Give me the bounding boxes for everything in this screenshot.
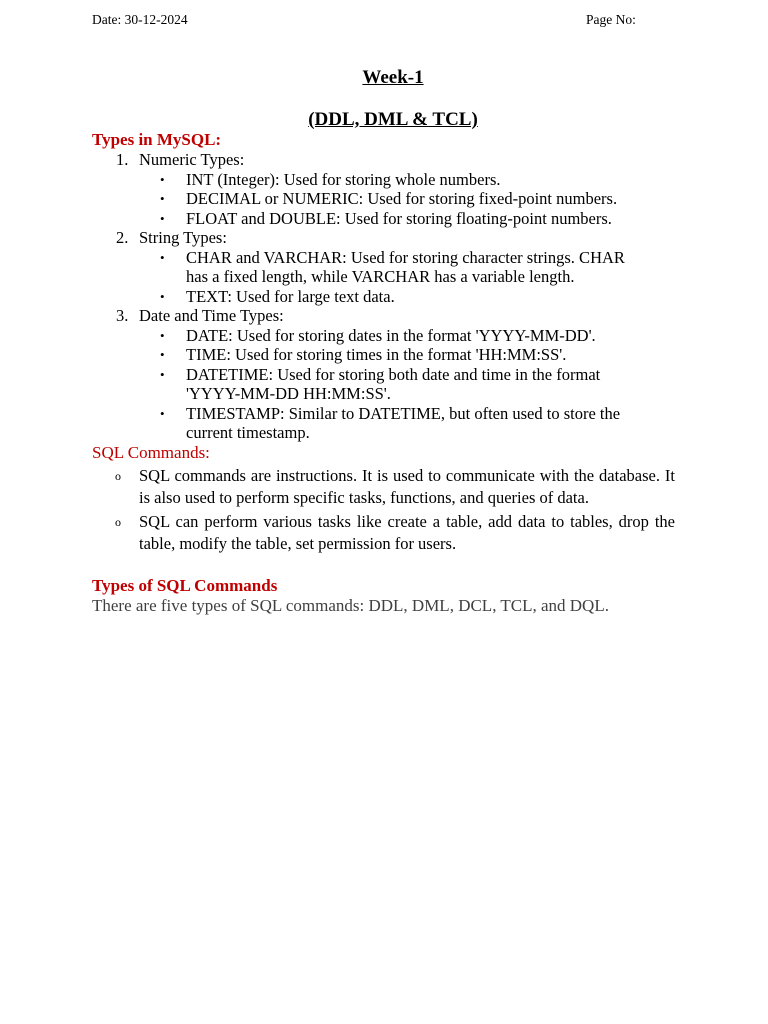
list-item-text: DATETIME: Used for storing both date and time in the format 'YYYY-MM-DD HH:MM:SS'. bbox=[186, 364, 601, 403]
list-item-date-time-types bbox=[92, 306, 675, 443]
list-item-text: INT (Integer): Used for storing whole numbers. bbox=[186, 169, 501, 189]
list-item-string-types bbox=[92, 228, 675, 306]
date-time-types-sublist bbox=[139, 326, 675, 443]
list-item bbox=[139, 365, 651, 404]
types-of-sql-commands-text: There are five types of SQL commands: DDL, DML, DCL, TCL, and DQL. bbox=[92, 595, 609, 615]
list-item-text: SQL commands are instructions. It is used to communicate with the database. It is also used to perform specific tasks, functions, and queries of data. bbox=[139, 465, 675, 507]
string-types-sublist bbox=[139, 248, 675, 307]
list-item-text: SQL can perform various tasks like create a table, add data to tables, drop the table, modify the table, set permission for users. bbox=[139, 511, 675, 553]
title-week: Week-1 bbox=[362, 67, 424, 88]
list-number: 1. bbox=[116, 150, 129, 169]
list-item bbox=[139, 170, 651, 190]
bullet-dot-icon: • bbox=[160, 327, 165, 343]
list-item bbox=[139, 287, 651, 307]
group-label: Date and Time Types: bbox=[139, 306, 284, 325]
list-number: 2. bbox=[116, 228, 129, 247]
list-item bbox=[139, 345, 651, 365]
list-item-text: FLOAT and DOUBLE: Used for storing floating-point numbers. bbox=[186, 208, 612, 228]
document-body bbox=[92, 130, 675, 616]
list-item-text: CHAR and VARCHAR: Used for storing character strings. CHAR has a fixed length, while VARCHAR has a variable length. bbox=[186, 247, 625, 286]
bullet-dot-icon: • bbox=[160, 210, 165, 226]
sql-commands-heading: SQL Commands: bbox=[92, 442, 210, 462]
group-label: String Types: bbox=[139, 228, 227, 247]
bullet-dot-icon: • bbox=[160, 366, 165, 382]
list-item bbox=[92, 511, 675, 556]
list-item bbox=[139, 248, 651, 287]
list-item bbox=[139, 209, 651, 229]
bullet-dot-icon: • bbox=[160, 405, 165, 421]
list-item bbox=[139, 189, 651, 209]
list-item-text: TIMESTAMP: Similar to DATETIME, but often used to store the current timestamp. bbox=[186, 403, 621, 442]
bullet-dot-icon: • bbox=[160, 171, 165, 187]
list-item-numeric-types bbox=[92, 150, 675, 228]
title-subtitle: (DDL, DML & TCL) bbox=[308, 109, 478, 130]
bullet-dot-icon: • bbox=[160, 191, 165, 206]
bullet-dot-icon: • bbox=[160, 249, 165, 265]
sql-commands-list bbox=[92, 465, 675, 556]
bullet-circle-icon: o bbox=[115, 468, 121, 483]
list-item-text: TIME: Used for storing times in the format 'HH:MM:SS'. bbox=[186, 345, 567, 364]
types-in-mysql-heading: Types in MySQL: bbox=[92, 130, 222, 149]
bullet-circle-icon: o bbox=[115, 514, 121, 529]
numeric-types-sublist bbox=[139, 170, 675, 229]
group-label: Numeric Types: bbox=[139, 150, 245, 169]
list-item-text: TEXT: Used for large text data. bbox=[186, 286, 395, 306]
header-page-no: Page No: bbox=[586, 12, 636, 27]
bullet-dot-icon: • bbox=[160, 288, 165, 304]
list-item-text: DECIMAL or NUMERIC: Used for storing fixed-point numbers. bbox=[186, 189, 618, 208]
types-of-sql-commands-heading: Types of SQL Commands bbox=[92, 575, 278, 595]
list-item bbox=[139, 404, 651, 443]
list-item bbox=[92, 465, 675, 510]
header-date: Date: 30-12-2024 bbox=[92, 12, 188, 27]
list-item bbox=[139, 326, 651, 346]
bullet-dot-icon: • bbox=[160, 347, 165, 362]
mysql-types-list bbox=[92, 150, 675, 443]
spacer bbox=[92, 556, 675, 576]
list-number: 3. bbox=[116, 306, 129, 325]
list-item-text: DATE: Used for storing dates in the format 'YYYY-MM-DD'. bbox=[186, 325, 596, 345]
